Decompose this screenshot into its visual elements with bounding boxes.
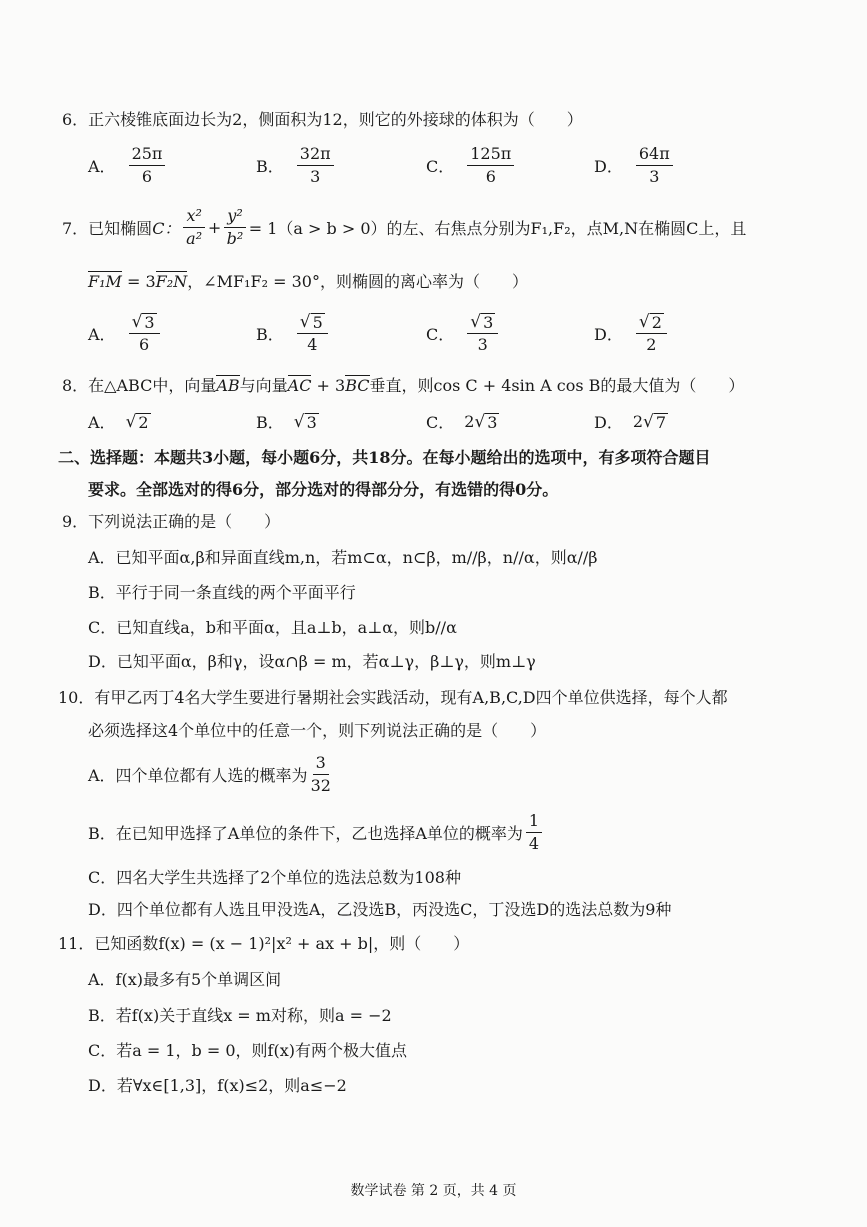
q10-option-b-fraction — [526, 811, 542, 854]
q7-eq-rest: = 1（a > b > 0）的左、右焦点分别为F₁,F₂，点M,N在椭圆C上，且 — [248, 219, 747, 238]
q8-option-c — [426, 410, 499, 433]
q10-option-a-fraction — [311, 753, 331, 796]
q8-option-b-radicand: 3 — [306, 412, 317, 432]
q6-option-c-den: 6 — [485, 167, 496, 186]
q7-option-d-den: 2 — [646, 335, 657, 354]
section2-heading-line2: 要求。全部选对的得6分，部分选对的得部分分，有选错的得0分。 — [88, 480, 559, 499]
q8-p1: 8．在△ABC中，向量 — [62, 376, 217, 395]
q8-option-b-sqrt — [294, 412, 319, 432]
q8-option-c-radicand: 3 — [487, 412, 498, 432]
q7-plus: + — [207, 218, 222, 237]
q6-option-d-num: 64π — [636, 144, 673, 166]
q8-option-d-label: D． — [594, 413, 623, 432]
radical-icon: √ — [125, 411, 137, 432]
q6-option-a — [88, 144, 168, 187]
q7-fraction-y-den: b² — [226, 229, 244, 248]
q8-option-d-coef: 2 — [632, 412, 644, 431]
q6-option-a-label: A． — [88, 157, 116, 176]
q10-stem-line1: 10．有甲乙丙丁4名大学生要进行暑期社会实践活动，现有A,B,C,D四个单位供选择，每个人都 — [58, 688, 728, 707]
q8-option-c-sqrt — [474, 412, 499, 432]
q7-option-d-radicand: 2 — [651, 313, 662, 332]
q10-option-a-den: 32 — [310, 776, 331, 795]
q10-option-b-den: 4 — [528, 834, 540, 853]
q7-option-c-sqrt — [467, 312, 498, 334]
radical-icon: √ — [293, 411, 305, 432]
q7-option-d-sqrt — [636, 312, 667, 334]
q8-option-d-radicand: 7 — [655, 412, 667, 432]
q6-stem: 6．正六棱锥底面边长为2，侧面积为12，则它的外接球的体积为（ ） — [62, 110, 583, 129]
q7-option-a — [88, 312, 163, 355]
q6-option-d-label: D． — [594, 157, 623, 176]
q7-option-a-sqrt — [129, 312, 160, 334]
q6-option-c-fraction — [467, 144, 514, 187]
q10-option-a — [88, 753, 334, 796]
q8-vector-ac: AC — [287, 376, 312, 395]
q11-option-b: B．若f(x)关于直线x = m对称，则a = −2 — [88, 1006, 392, 1025]
q6-option-d-fraction — [636, 144, 673, 187]
q8-option-b — [256, 410, 319, 433]
q8-p4: 垂直，则cos C + 4sin A cos B的最大值为（ ） — [369, 376, 745, 395]
q6-option-a-fraction — [129, 144, 166, 187]
q7-option-c-fraction — [467, 312, 498, 355]
q10-option-c: C．四名大学生共选择了2个单位的选法总数为108种 — [88, 868, 461, 887]
q11-stem: 11．已知函数f(x) = (x − 1)²|x² + ax + b|，则（ ） — [58, 934, 470, 953]
q7-fraction-y — [224, 206, 245, 249]
q11-option-c: C．若a = 1，b = 0，则f(x)有两个极大值点 — [88, 1041, 407, 1060]
q7-fraction-x-num: x² — [183, 206, 204, 228]
q7-option-c — [426, 312, 501, 355]
q8-option-a-label: A． — [88, 413, 116, 432]
q7-stem-line2 — [88, 272, 528, 292]
q6-option-a-num: 25π — [129, 144, 166, 166]
q7-option-b-sqrt — [297, 312, 328, 334]
q7-vector-f1m: F₁M — [88, 272, 122, 291]
q6-option-b-num: 32π — [297, 144, 334, 166]
q7-option-b-radicand: 5 — [312, 313, 323, 332]
q7-option-a-den: 6 — [138, 335, 150, 354]
q9-stem: 9．下列说法正确的是（ ） — [62, 512, 281, 531]
q7-option-d — [594, 312, 670, 355]
q6-option-b-den: 3 — [310, 167, 321, 186]
q9-option-c: C．已知直线a，b和平面α，且a⊥b，a⊥α，则b//α — [88, 618, 457, 637]
q7-option-a-fraction — [129, 312, 160, 355]
q8-option-c-coef: 2 — [464, 412, 475, 431]
q7-prefix: 7．已知椭圆 — [62, 219, 153, 238]
q7-option-b-label: B． — [256, 325, 284, 344]
q10-stem-line2: 必须选择这4个单位中的任意一个，则下列说法正确的是（ ） — [88, 721, 547, 740]
q8-stem — [62, 376, 744, 396]
radical-icon: √ — [131, 312, 143, 332]
q8-option-a — [88, 410, 151, 433]
q7-option-d-label: D． — [594, 325, 623, 344]
q7-option-d-fraction — [636, 312, 667, 355]
q8-p2: 与向量 — [239, 376, 288, 395]
radical-icon: √ — [470, 312, 482, 332]
q8-p3: + 3 — [311, 376, 346, 395]
q6-option-d-den: 3 — [649, 167, 660, 186]
q6-option-b-fraction — [297, 144, 334, 187]
q7-option-a-radicand: 3 — [144, 313, 155, 332]
q6-option-c-num: 125π — [467, 144, 514, 166]
q8-option-a-radicand: 2 — [138, 412, 149, 432]
q6-option-a-den: 6 — [141, 167, 153, 186]
q7-fraction-y-num: y² — [224, 206, 245, 228]
q8-vector-ab: AB — [216, 376, 240, 395]
radical-icon: √ — [299, 312, 311, 332]
q10-option-d: D．四个单位都有人选且甲没选A，乙没选B，丙没选C，丁没选D的选法总数为9种 — [88, 900, 672, 919]
q8-vector-bc: BC — [345, 376, 370, 395]
q8-option-a-sqrt — [126, 412, 151, 432]
q7-option-b — [256, 312, 331, 355]
q7-line2-rest: ，∠MF₁F₂ = 30°，则椭圆的离心率为（ ） — [187, 272, 528, 291]
radical-icon: √ — [643, 411, 654, 432]
q10-option-b-text: B．在已知甲选择了A单位的条件下，乙也选择A单位的概率为 — [88, 824, 523, 843]
q7-fraction-x — [183, 206, 204, 249]
q6-option-c-label: C． — [426, 157, 455, 176]
section2-heading-line1: 二、选择题：本题共3小题，每小题6分，共18分。在每小题给出的选项中，有多项符合题目 — [58, 448, 711, 467]
q11-option-a: A．f(x)最多有5个单调区间 — [88, 970, 282, 989]
q7-option-c-radicand: 3 — [483, 313, 494, 332]
q6-option-b — [256, 144, 337, 187]
radical-icon: √ — [474, 411, 486, 432]
q9-option-d: D．已知平面α，β和γ，设α∩β = m，若α⊥γ，β⊥γ，则m⊥γ — [88, 652, 536, 671]
q7-option-b-fraction — [297, 312, 328, 355]
q7-option-c-den: 3 — [477, 335, 488, 354]
q10-option-b — [88, 811, 545, 854]
q7-option-a-label: A． — [88, 325, 116, 344]
q7-line2-mid: = 3 — [121, 272, 156, 291]
q8-option-d-sqrt — [643, 412, 668, 432]
q10-option-b-num: 1 — [526, 811, 542, 833]
q11-option-d: D．若∀x∈[1,3]，f(x)≤2，则a≤−2 — [88, 1076, 347, 1095]
page-footer: 数学试卷 第 2 页，共 4 页 — [350, 1183, 517, 1199]
q6-option-d — [594, 144, 676, 187]
q7-stem-line1 — [62, 206, 746, 249]
q9-option-b: B．平行于同一条直线的两个平面平行 — [88, 583, 356, 602]
q7-fraction-x-den: a² — [186, 229, 203, 248]
q7-option-b-den: 4 — [307, 335, 318, 354]
radical-icon: √ — [638, 312, 650, 332]
q8-option-b-label: B． — [256, 413, 284, 432]
q8-option-c-label: C． — [426, 413, 455, 432]
q6-option-b-label: B． — [256, 157, 284, 176]
q7-vector-f2n: F₂N — [155, 272, 188, 291]
q7-option-c-label: C． — [426, 325, 455, 344]
q9-option-a: A．已知平面α,β和异面直线m,n，若m⊂α，n⊂β，m//β，n//α，则α//β — [88, 548, 598, 567]
q6-option-c — [426, 144, 517, 187]
q7-ellipse-name: C： — [152, 219, 181, 238]
q8-option-d — [594, 410, 668, 433]
q10-option-a-text: A．四个单位都有人选的概率为 — [88, 766, 308, 785]
q10-option-a-num: 3 — [313, 753, 329, 775]
